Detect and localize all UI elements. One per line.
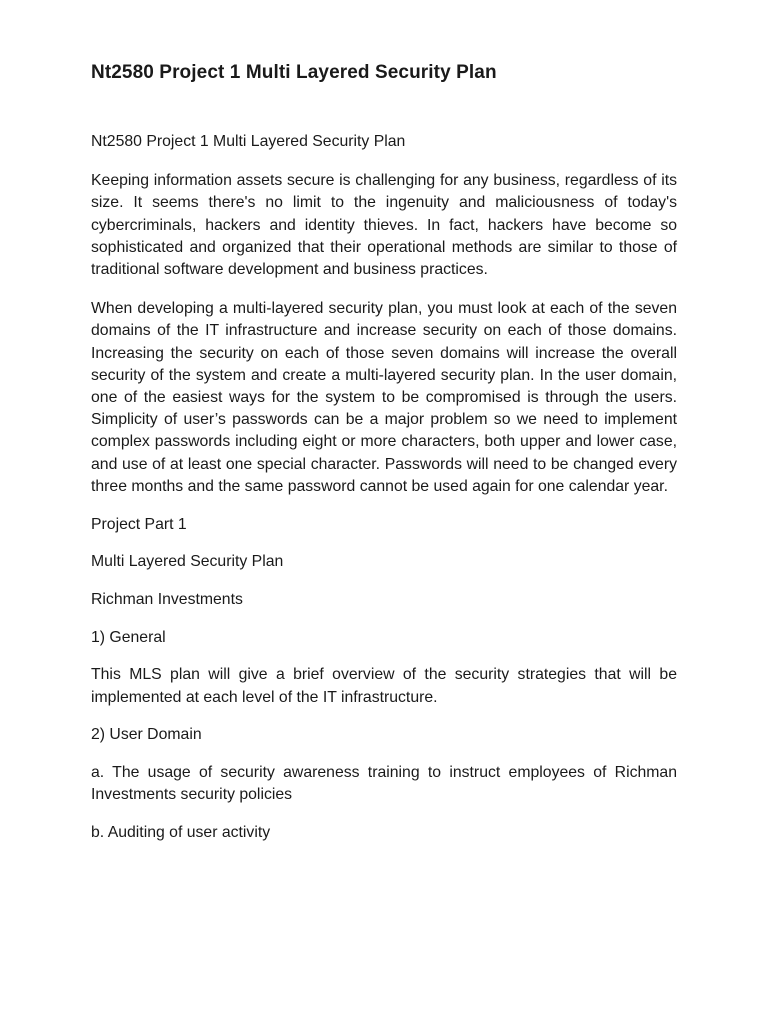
list-item-a: a. The usage of security awareness training to instruct employees of Richman Investments security policies bbox=[91, 763, 677, 804]
plan-name-label: Multi Layered Security Plan bbox=[91, 553, 284, 571]
document-body bbox=[91, 131, 677, 844]
document-subtitle: Nt2580 Project 1 Multi Layered Security Plan bbox=[91, 133, 406, 150]
company-name: Richman Investments bbox=[91, 590, 243, 608]
document-title: Nt2580 Project 1 Multi Layered Security Plan bbox=[91, 62, 497, 83]
section-heading-general: 1) General bbox=[91, 628, 166, 646]
paragraph-plan: When developing a multi-layered security plan, you must look at each of the seven domains of the IT infrastructure and increase security on each of those domains. Increasing the security on each of those seven domains will increase the overall security of the system and create a multi-layered security plan. In the user domain, one of the easiest ways for the system to be compromised is through the users. Simplicity of user’s passwords can be a major problem so we need to implement complex passwords including eight or more characters, both upper and lower case, and use of at least one special character. Passwords will need to be changed every three months and the same password cannot be used again for one calendar year. bbox=[91, 300, 677, 495]
list-item-b: b. Auditing of user activity bbox=[91, 823, 271, 841]
section-heading-user-domain: 2) User Domain bbox=[91, 726, 202, 744]
project-part-label: Project Part 1 bbox=[91, 515, 187, 533]
paragraph-general: This MLS plan will give a brief overview of the security strategies that will be implemented at each level of the IT infrastructure. bbox=[91, 666, 677, 706]
paragraph-intro: Keeping information assets secure is challenging for any business, regardless of its size. It seems there's no limit to the ingenuity and maliciousness of today's cybercriminals, hackers and identity thieves. In fact, hackers have become so sophisticated and organized that their operational methods are similar to those of traditional software development and business practices. bbox=[91, 172, 677, 279]
